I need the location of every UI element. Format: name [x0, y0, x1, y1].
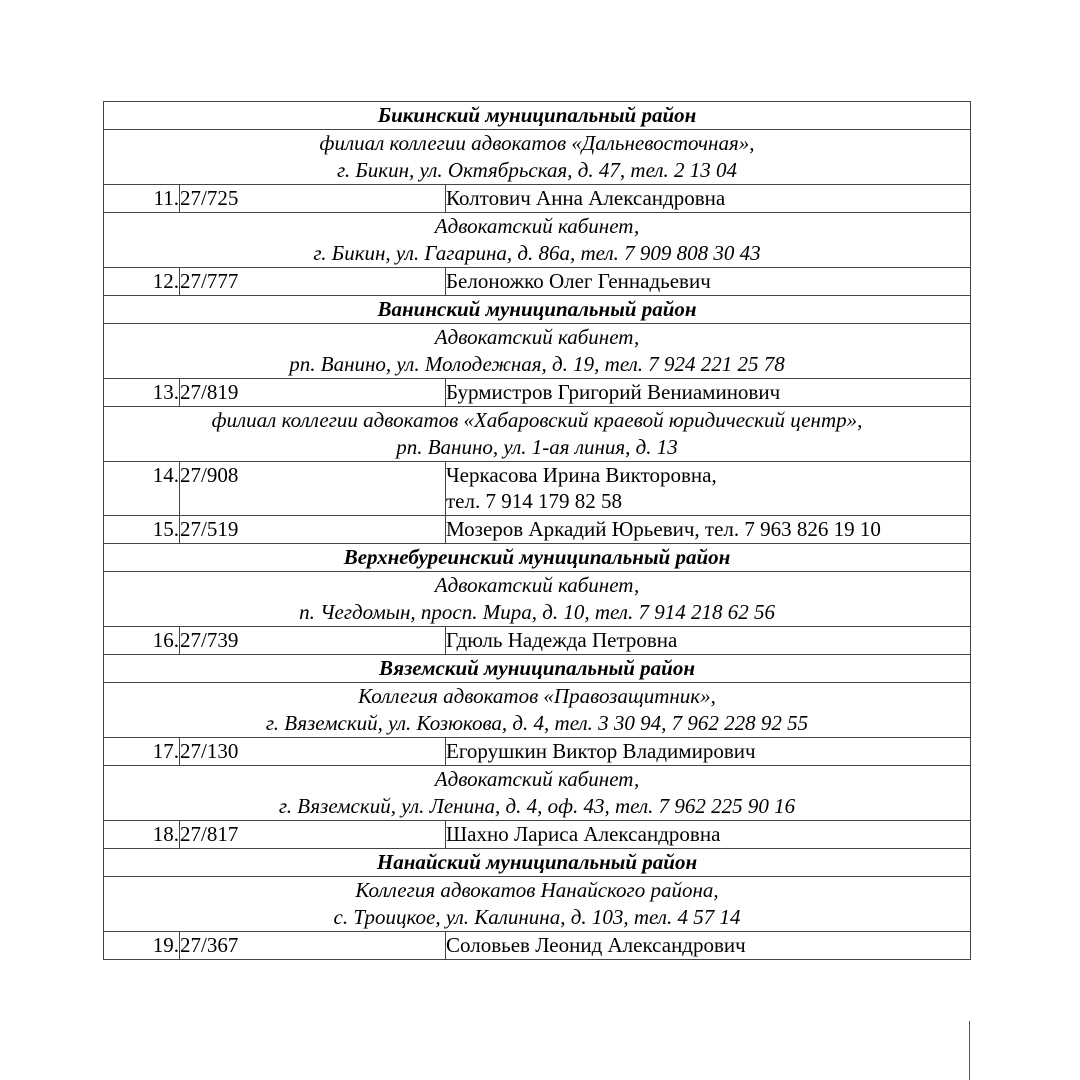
office-row [104, 407, 971, 462]
lawyer-row [104, 821, 971, 849]
registry-number: 27/725 [180, 185, 446, 213]
office-cell [104, 130, 971, 185]
office-name: Адвокатский кабинет, [434, 767, 640, 791]
district-heading: Нанайский муниципальный район [104, 849, 971, 877]
lawyer-name: Шахно Лариса Александровна [446, 821, 971, 849]
office-name: Адвокатский кабинет, [434, 214, 640, 238]
entry-number: 16. [104, 627, 180, 655]
entry-number: 11. [104, 185, 180, 213]
district-row [104, 849, 971, 877]
lawyer-name: Бурмистров Григорий Вениаминович [446, 379, 971, 407]
lawyer-row [104, 932, 971, 960]
office-row [104, 324, 971, 379]
district-row [104, 102, 971, 130]
office-address: г. Бикин, ул. Октябрьская, д. 47, тел. 2 13 04 [336, 158, 738, 182]
lawyer-row [104, 627, 971, 655]
district-heading: Ванинский муниципальный район [104, 296, 971, 324]
office-name: Коллегия адвокатов «Правозащитник», [358, 684, 716, 708]
registry-number: 27/130 [180, 738, 446, 766]
lawyer-name: Гдюль Надежда Петровна [446, 627, 971, 655]
lawyer-row [104, 268, 971, 296]
entry-number: 12. [104, 268, 180, 296]
office-name: филиал коллегии адвокатов «Хабаровский краевой юридический центр», [211, 408, 863, 432]
district-row [104, 544, 971, 572]
office-address: рп. Ванино, ул. Молодежная, д. 19, тел. 7 924 221 25 78 [289, 352, 785, 376]
registry-number: 27/908 [180, 462, 446, 516]
registry-number: 27/819 [180, 379, 446, 407]
district-heading: Вяземский муниципальный район [104, 655, 971, 683]
office-cell [104, 407, 971, 462]
office-name: Адвокатский кабинет, [434, 573, 640, 597]
office-cell [104, 877, 971, 932]
office-row [104, 213, 971, 268]
office-cell [104, 324, 971, 379]
office-cell [104, 766, 971, 821]
entry-number: 19. [104, 932, 180, 960]
office-name: Коллегия адвокатов Нанайского района, [355, 878, 719, 902]
lawyer-name: Мозеров Аркадий Юрьевич, тел. 7 963 826 19 10 [446, 516, 971, 544]
lawyer-name-cell [446, 462, 971, 516]
lawyer-name: Колтович Анна Александровна [446, 185, 971, 213]
office-address: г. Бикин, ул. Гагарина, д. 86а, тел. 7 909 808 30 43 [313, 241, 761, 265]
lawyer-row [104, 185, 971, 213]
office-row [104, 130, 971, 185]
registry-body [104, 102, 971, 960]
office-row [104, 877, 971, 932]
lawyer-name: Соловьев Леонид Александрович [446, 932, 971, 960]
entry-number: 15. [104, 516, 180, 544]
entry-number: 18. [104, 821, 180, 849]
office-address: рп. Ванино, ул. 1-ая линия, д. 13 [396, 435, 678, 459]
office-address: г. Вяземский, ул. Ленина, д. 4, оф. 43, тел. 7 962 225 90 16 [278, 794, 796, 818]
registry-number: 27/519 [180, 516, 446, 544]
entry-number: 14. [104, 462, 180, 516]
office-cell [104, 213, 971, 268]
office-cell [104, 572, 971, 627]
office-row [104, 572, 971, 627]
lawyer-row [104, 516, 971, 544]
office-cell [104, 683, 971, 738]
district-heading: Верхнебуреинский муниципальный район [104, 544, 971, 572]
district-row [104, 296, 971, 324]
office-row [104, 766, 971, 821]
office-name: Адвокатский кабинет, [434, 325, 640, 349]
office-address: п. Чегдомын, просп. Мира, д. 10, тел. 7 914 218 62 56 [299, 600, 775, 624]
lawyers-registry-table [103, 101, 971, 960]
office-name: филиал коллегии адвокатов «Дальневосточная», [319, 131, 755, 155]
entry-number: 13. [104, 379, 180, 407]
entry-number: 17. [104, 738, 180, 766]
office-row [104, 683, 971, 738]
lawyer-name: Белоножко Олег Геннадьевич [446, 268, 971, 296]
office-address: г. Вяземский, ул. Козюкова, д. 4, тел. 3 30 94, 7 962 228 92 55 [265, 711, 809, 735]
page-edge-line [969, 1021, 970, 1080]
lawyer-row [104, 462, 971, 516]
district-row [104, 655, 971, 683]
office-address: с. Троицкое, ул. Калинина, д. 103, тел. 4 57 14 [333, 905, 741, 929]
district-heading: Бикинский муниципальный район [104, 102, 971, 130]
registry-number: 27/817 [180, 821, 446, 849]
lawyer-name: Черкасова Ирина Викторовна, [446, 463, 717, 487]
lawyer-row [104, 738, 971, 766]
registry-number: 27/367 [180, 932, 446, 960]
lawyer-row [104, 379, 971, 407]
lawyer-name: Егорушкин Виктор Владимирович [446, 738, 971, 766]
registry-number: 27/777 [180, 268, 446, 296]
lawyer-phone: тел. 7 914 179 82 58 [446, 489, 622, 513]
registry-number: 27/739 [180, 627, 446, 655]
